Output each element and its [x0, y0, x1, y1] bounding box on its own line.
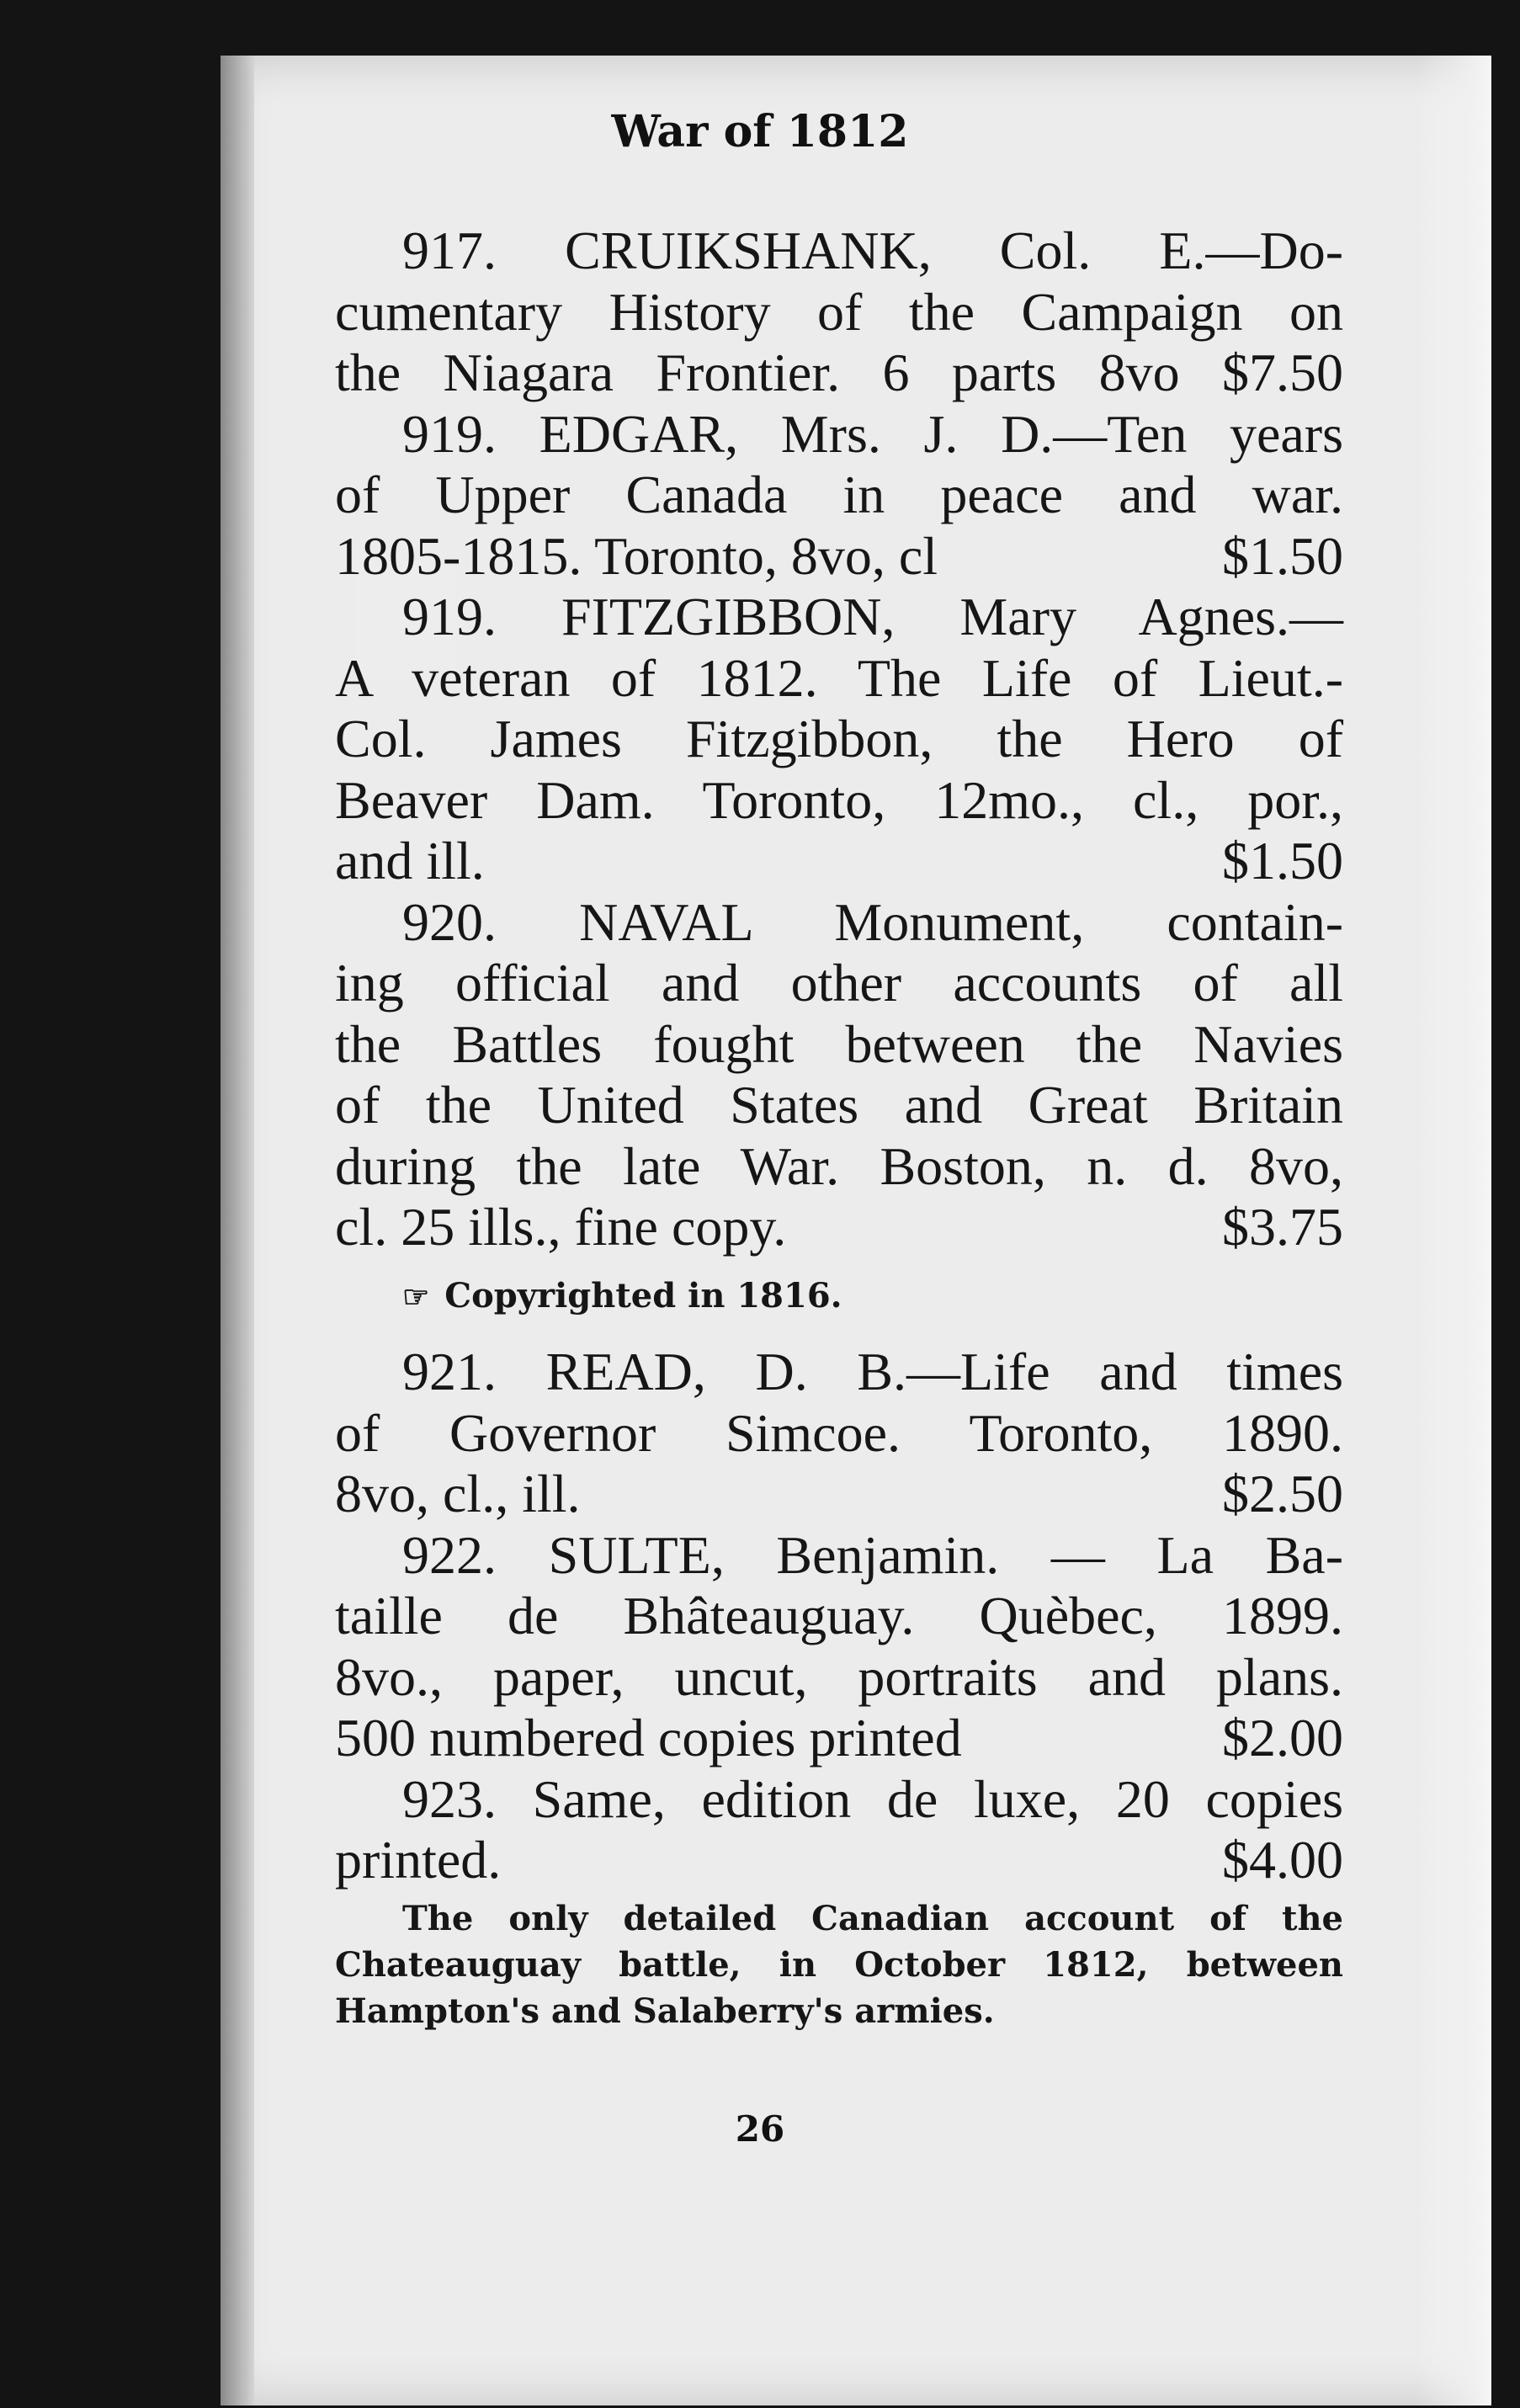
- entry-line: 921. READ, D. B.—Life and times: [402, 1342, 1343, 1401]
- entry-line: Col. James Fitzgibbon, the Hero of: [335, 709, 1343, 768]
- entry-line: Beaver Dam. Toronto, 12mo., cl., por.,: [335, 769, 1343, 830]
- entry-price-line: [335, 1830, 1343, 1891]
- entry-line: and ill.: [335, 831, 485, 890]
- catalogue-entry-923: [335, 1769, 1343, 1891]
- catalogue-entry-920: [335, 892, 1343, 1258]
- catalogue-entry-919-edgar: [335, 404, 1343, 587]
- entry-line: of the United States and Great Britain: [335, 1075, 1343, 1135]
- catalogue-entries-top: [335, 221, 1343, 1258]
- entry-price-line: [335, 526, 1343, 587]
- catalogue-entry-921: [335, 1342, 1343, 1525]
- entry-price-line: [335, 1708, 1343, 1769]
- pointing-hand-icon: ☞: [402, 1279, 430, 1315]
- entry-line: 919. FITZGIBBON, Mary Agnes.—: [402, 587, 1343, 646]
- page-spine-shadow: [221, 56, 254, 2405]
- page-edge: [1416, 56, 1491, 2405]
- entry-price-line: [335, 831, 1343, 892]
- entry-price: $2.00: [1222, 1708, 1343, 1767]
- catalogue-entries-bottom: [335, 1342, 1343, 1891]
- entry-line: 1805-1815. Toronto, 8vo, cl: [335, 525, 938, 586]
- entry-line: cl. 25 ills., fine copy.: [335, 1197, 787, 1257]
- entry-line: 917. CRUIKSHANK, Col. E.—Do-: [402, 221, 1343, 280]
- catalogue-entry-919-fitzgibbon: [335, 587, 1343, 892]
- entry-price-line: [335, 1464, 1343, 1525]
- copyright-note-block: [335, 1269, 1343, 1319]
- entry-price: $1.50: [1222, 831, 1343, 890]
- entry-line: ing official and other accounts of all: [335, 953, 1343, 1013]
- entry-line: of Governor Simcoe. Toronto, 1890.: [335, 1402, 1343, 1463]
- entry-price: $2.50: [1222, 1464, 1343, 1523]
- page-number: 26: [735, 2108, 785, 2150]
- entry-line: printed.: [335, 1830, 502, 1890]
- closing-note-block: [335, 1895, 1343, 2034]
- entry-line: A veteran of 1812. The Life of Lieut.-: [335, 647, 1343, 708]
- entry-price: $1.50: [1222, 525, 1343, 586]
- entry-line: 500 numbered copies printed: [335, 1708, 962, 1767]
- entry-line: the Niagara Frontier. 6 parts 8vo $7.50: [335, 343, 1343, 402]
- catalogue-entry-922: [335, 1525, 1343, 1769]
- catalogue-entry-917: [335, 221, 1343, 404]
- entry-line: 8vo., paper, uncut, portraits and plans.: [335, 1646, 1343, 1707]
- entry-line: of Upper Canada in peace and war.: [335, 465, 1343, 524]
- entry-line: 922. SULTE, Benjamin. — La Ba-: [402, 1524, 1343, 1585]
- entry-line: 923. Same, edition de luxe, 20 copies: [402, 1768, 1343, 1829]
- entry-price-line: [335, 1197, 1343, 1258]
- entry-line: 8vo, cl., ill.: [335, 1464, 581, 1523]
- running-header: War of 1812: [611, 106, 909, 157]
- entry-line: during the late War. Boston, n. d. 8vo,: [335, 1135, 1343, 1196]
- entry-line: the Battles fought between the Navies: [335, 1013, 1343, 1074]
- copyright-note-text: Copyrighted in 1816.: [444, 1276, 842, 1316]
- entry-line: 920. NAVAL Monument, contain-: [402, 891, 1343, 952]
- entry-line: taille de Bhâteauguay. Quèbec, 1899.: [335, 1586, 1343, 1645]
- entry-line: 919. EDGAR, Mrs. J. D.—Ten years: [402, 403, 1343, 464]
- closing-note: The only detailed Canadian account of the Chateauguay battle, in October 1812, between Hampton's and Salaberry's armies.: [335, 1899, 1343, 2031]
- entry-price: $3.75: [1222, 1197, 1343, 1257]
- entry-price: $4.00: [1222, 1830, 1343, 1890]
- copyright-note: [335, 1274, 1343, 1319]
- entry-line: cumentary History of the Campaign on: [335, 281, 1343, 342]
